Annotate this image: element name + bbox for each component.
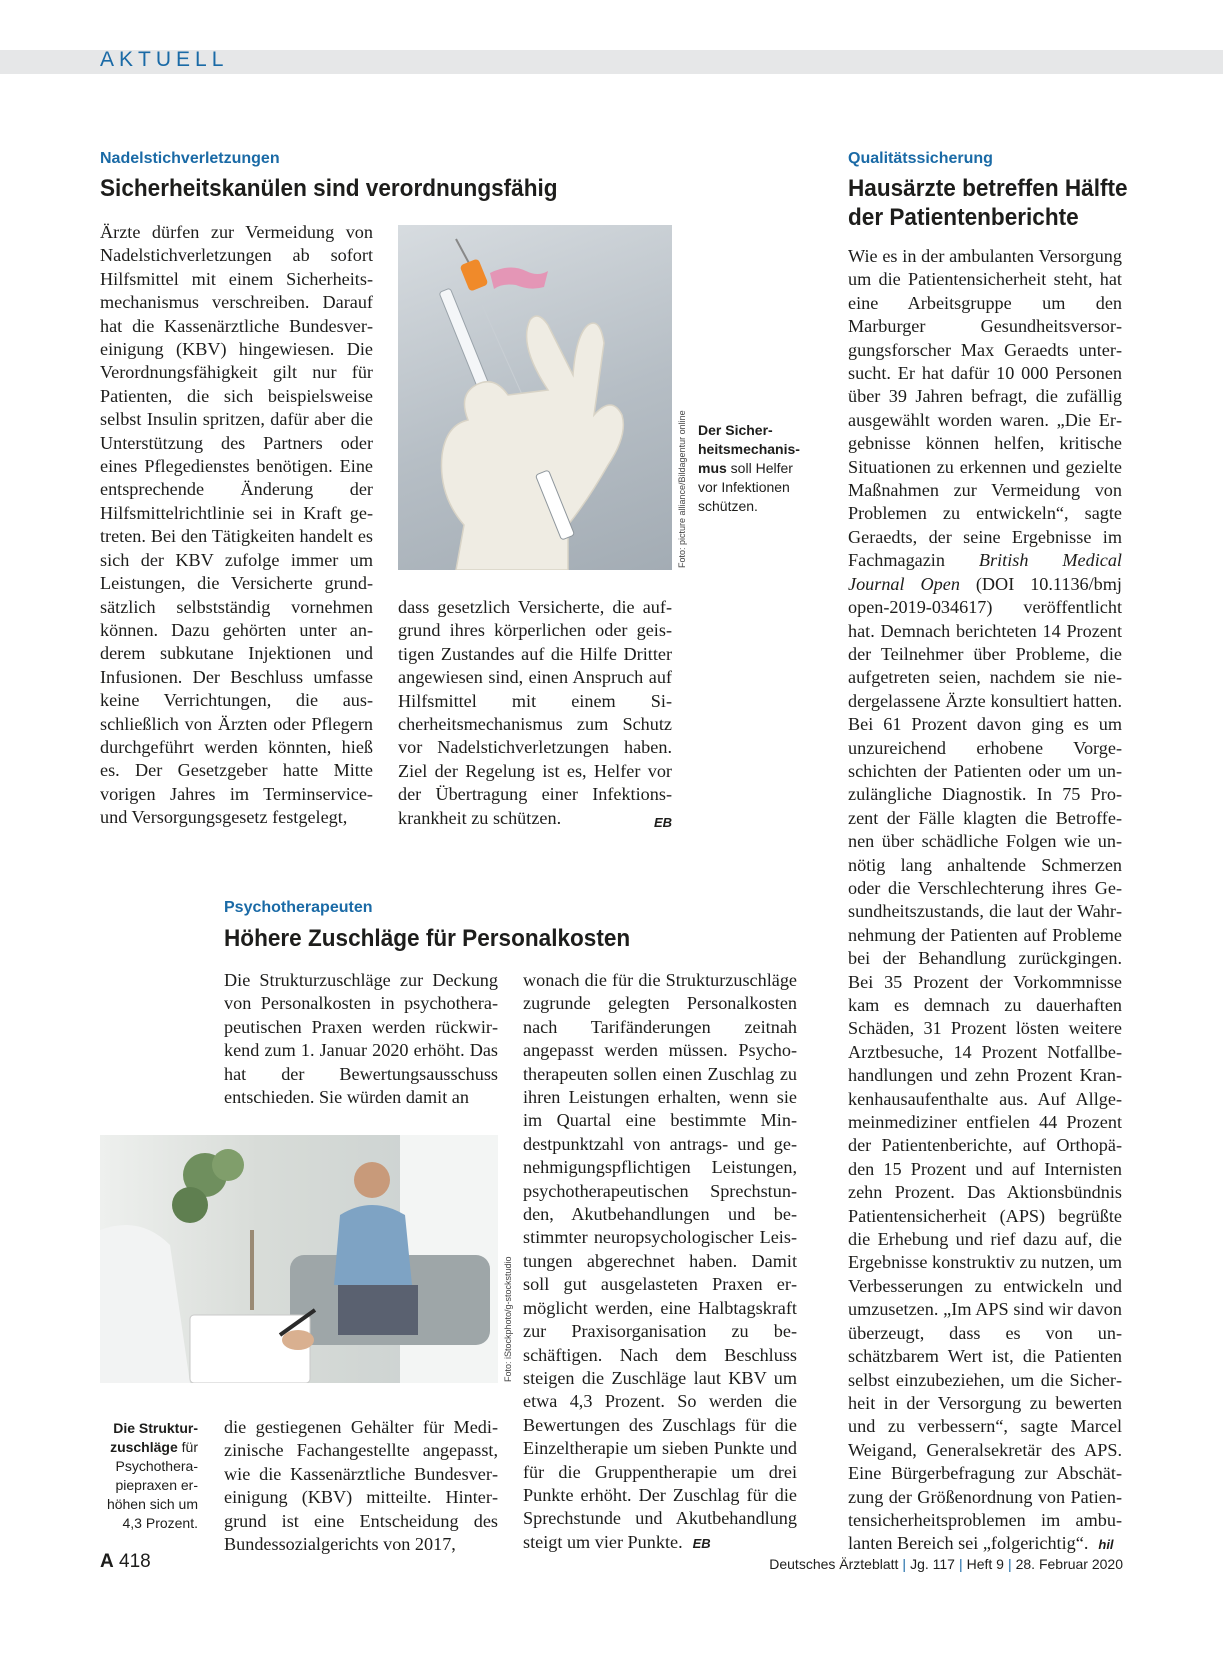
article2-column-1-top [224,969,498,1109]
article3-body-part2: (DOI 10.1136/bmj open-2019-034617) veröffentlicht hat. Demnach berichteten 14 Prozent der Teilnehmer über Probleme, die aufgetreten seien, nachdem sie niedergelassene Ärzte konsultiert hatten. Bei 61 Prozent davon ging es um unzureichend erhobene Vorgeschichten der Patienten oder um unzulängliche Diagnostik. In 75 Prozent der Fälle klagten die Betroffenen über schädliche Folgen wie unnötig lang anhaltende Schmerzen oder die Verschlechterung ihres Gesundheitszustands, die laut der Wahrnehmung der Patienten auf Probleme bei der Behandlung zurückgingen. Bei 35 Prozent der Vorkommnisse kam es demnach zu dauerhaften Schäden, 31 Prozent lösten weitere Arztbesuche, 14 Prozent Notfallbehandlungen und zehn Prozent Krankenhausaufenthalte aus. Auf Allgemeinmediziner entfielen 44 Prozent der Patientenberichte, auf Orthopäden 15 Prozent und auf Internisten zehn Prozent. Das Aktionsbündnis Patientensicherheit (APS) begrüßte die Erhebung und rief dazu auf, die Ergebnisse konstruktiv zu nutzen, um Verbesserungen zu entwickeln und umzusetzen. „Im APS sind wir davon überzeugt, dass es von unschätzbarem Wert ist, die Patienten selbst einzubeziehen, um die Sicherheit in der Versorgung zu bewerten und zu verbessern“, sagte Marcel Weigand, Generalsekretär des APS. Eine Bürgerbefragung zur Abschätzung der Größenordnung von Patientensicherheitsproblemen im ambulanten Bereich sei „folgerichtig“. [848,573,1122,1554]
article1-col2-body: dass gesetzlich Versicherte, die aufgrund ihres körperlichen oder geistigen Zustandes auf die Hilfe Dritter angewiesen sind, einen Anspruch auf Hilfsmittel mit einem Sicherheitsmechanismus zum Schutz vor Nadelstichverletzungen haben. Ziel der Regelung ist es, Helfer vor der Übertragung einer Infektionskrankheit zu schützen. [398,597,672,828]
article3-headline-line1: Hausärzte betreffen Hälfte [848,175,1128,202]
article1-col2-text [398,596,672,830]
article3-body-part1: Wie es in der ambulanten Versorgung um die Patientensicherheit steht, hat eine Arbeitsgruppe um den Marburger Gesundheitsversorgungsforscher Max Geraedts untersucht. Er hat dafür 10 000 Personen über 39 Jahren befragt, die zufällig ausgewählt worden waren. „Die Ergebnisse können helfen, kritische Situationen zu erkennen und gezielte Maßnahmen zur Vermeidung von Problemen zu entwickeln“, sagte Geraedts, der seine Ergebnisse im Fachmagazin [848,246,1122,571]
article2-column-1-bottom [224,1416,498,1556]
article3-rubric: Qualitätssicherung [848,150,993,167]
footer-journal: Deutsches Ärzteblatt [769,1556,899,1572]
article2-col2-body: wonach die für die Strukturzuschläge zugrunde gelegten Personalkosten nach Tarifänderungen zeitnah angepasst werden müssen. Psychotherapeuten sollen einen Zuschlag zu ihren Leistungen erhalten, wenn sie im Quartal eine bestimmte Mindestpunktzahl von antrags- und genehmigungspflichtigen Leistungen, psychotherapeutischen Sprechstunden, Akutbehandlungen und bestimmter neuropsychologischer Leistungen abgerechnet haben. Damit soll gut ausgelasteten Praxen ermöglicht werden, eine Halbtagskraft zur Praxisorganisation zu beschäftigen. Nach dem Beschluss steigen die Zuschläge laut KBV um etwa 4,3 Prozent. So werden die Bewertungen des Zuschlags für die Einzeltherapie um sieben Punkte und für die Gruppentherapie um drei Punkte erhöht. Der Zuschlag für die Sprechstunde und Akutbehandlung steigt um vier Punkte. [523,970,797,1552]
article1-column-2 [398,596,672,834]
article2-signature: EB [692,1535,711,1551]
article2-col2-text [523,969,797,1555]
article1-caption-bold: Der Sicherheitsmechanismus [698,422,800,476]
article1-caption-rest: soll Helfer vor Infektionen schützen. [698,460,793,514]
page-number-value: 418 [119,1551,151,1572]
article3-headline [848,174,1128,232]
page-prefix: A [100,1551,114,1572]
syringe-illustration [398,225,672,570]
article2-rubric: Psychotherapeuten [224,899,373,916]
article1-photo-credit: Foto: picture alliance/Bildagentur online [677,410,687,568]
article2-column-2 [523,969,797,1555]
therapy-session-photo [100,1135,498,1383]
article2-col1-bottom-text: die gestiegenen Gehälter für Medizinische Fachangestellte angepasst, wie die Kassenärztliche Bundesvereinigung (KBV) mitteilte. Hintergrund ist eine Entscheidung des Bundessozialgerichts von 2017, [224,1417,498,1555]
article1-col1-text: Ärzte dürfen zur Vermeidung von Nadelstichverletzungen ab sofort Hilfsmittel mit einem Sicherheitsmechanismus verschreiben. Darauf hat die Kassenärztliche Bundesvereinigung (KBV) hingewiesen. Die Verordnungsfähigkeit gilt nur für Patienten, die sich beispielsweise selbst Insulin spritzen, dafür aber die Unterstützung des Partners oder eines Pflegedienstes benötigen. Eine entsprechende Änderung der Hilfsmittelrichtlinie sei in Kraft getreten. Bei den Tätigkeiten handelt es sich der KBV zufolge immer um Leistungen, die Versicherte grundsätzlich selbstständig vornehmen können. Dazu gehörten unter anderem subkutane Injektionen und Infusionen. Der Beschluss umfasse keine Verrichtungen, die ausschließlich von Ärzten oder Pflegern durchgeführt werden könnten, hieß es. Der Gesetzgeber hatte Mitte vorigen Jahres im Terminservice- und Versorgungsgesetz festgelegt, [100,222,373,828]
footer-separator: | [958,1556,963,1572]
footer-citation [769,1556,1123,1572]
footer-issue: Heft 9 [966,1556,1004,1572]
article1-headline: Sicherheitskanülen sind verordnungsfähig [100,175,558,202]
article2-col1-top-text: Die Strukturzuschläge zur Deckung von Personalkosten in psychotherapeutischen Praxen werden rückwirkend zum 1. Januar 2020 erhöht. Das hat der Bewertungsausschuss entschieden. Sie würden damit an [224,970,498,1108]
article1-caption [698,421,798,516]
article2-caption [100,1419,198,1533]
article3-journal-name: British Medical Journal Open [848,550,1122,594]
article2-headline: Höhere Zuschläge für Personalkosten [224,925,631,952]
syringe-photo [398,225,672,570]
article2-caption-bold: Die Strukturzuschläge [110,1420,198,1455]
footer-separator: | [902,1556,907,1572]
article1-rubric: Nadelstichverletzungen [100,150,280,167]
article2-caption-rest: für Psychotherapiepraxen erhöhen sich um 4,3 Prozent. [106,1439,198,1531]
footer-date: 28. Februar 2020 [1015,1556,1123,1572]
article3-headline-line2: der Patientenberichte [848,204,1079,231]
article3-signature: hil [1098,1537,1114,1553]
page-number [100,1551,151,1573]
article3-text [848,245,1122,1557]
section-label: AKTUELL [100,48,229,71]
article2-photo-credit: Foto: iStockphoto/g-stockstudio [503,1256,513,1382]
footer-volume: Jg. 117 [910,1556,955,1572]
article3-column [848,245,1122,1557]
article1-signature: EB [653,814,672,830]
footer-separator: | [1007,1556,1012,1572]
article1-column-1 [100,221,373,830]
therapy-illustration [100,1135,498,1383]
